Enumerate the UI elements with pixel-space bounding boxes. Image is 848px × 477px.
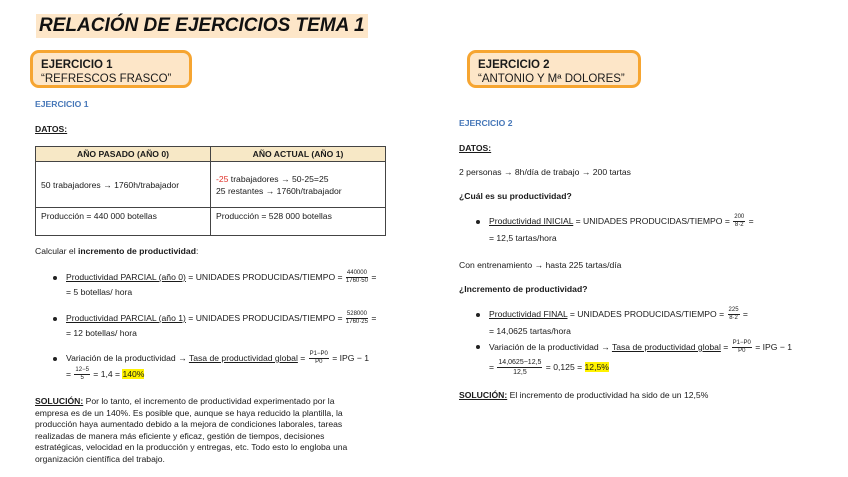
- ex2-b2-formula: = UNIDADES PRODUCIDAS/TIEMPO =: [567, 308, 727, 319]
- ex1-b1-fraction: [346, 270, 368, 285]
- fraction-denominator: 1760·50: [345, 278, 368, 284]
- exercise-2-box-subtitle: “ANTONIO Y Mª DOLORES”: [478, 73, 625, 85]
- table-cell-production-year1: Producción = 528 000 botellas: [211, 208, 386, 236]
- fraction-denominator: 12,5: [513, 369, 527, 376]
- table-header-year1: AÑO ACTUAL (AÑO 1): [211, 147, 386, 162]
- ex2-bullet-2-result: = 14,0625 tartas/hora: [489, 326, 571, 336]
- ex2-b3-result-fraction: [497, 358, 542, 377]
- ex1-b2-end: =: [368, 312, 377, 323]
- ex2-b2-end: =: [740, 308, 748, 319]
- fraction-numerator: P1−P0: [309, 351, 328, 357]
- solution-line: realizadas de manera más eficiente y eficaz, gestión de tiempos, decisiones: [35, 430, 325, 441]
- bullet-dot: [53, 357, 57, 361]
- ex1-b3-result-eq: =: [66, 368, 74, 379]
- exercise-2-question-2: ¿Incremento de productividad?: [459, 284, 588, 294]
- fraction-numerator: 12−5: [75, 367, 89, 373]
- ex1-bullet-3-result: [66, 367, 144, 382]
- solution-line: organización científica del trabajo.: [35, 453, 165, 464]
- fraction-denominator: 5: [80, 375, 84, 381]
- ex1-bullet-2-result: = 12 botellas/ hora: [66, 328, 137, 338]
- solution-label: SOLUCIÓN:: [35, 396, 84, 406]
- bullet-dot: [476, 220, 480, 224]
- solution-line: Por lo tanto, el incremento de productividad experimentado por la: [83, 396, 335, 406]
- ex2-b2-fraction: [728, 307, 740, 322]
- exercise-1-box: [30, 50, 192, 88]
- calc-instruction-bold: incremento de productividad: [78, 246, 196, 256]
- ex2-bullet-3-result: [489, 358, 609, 377]
- ex1-b3-label: Tasa de productividad global: [188, 352, 298, 363]
- solution-line: producción haya aumentado debido a la mejora de condiciones laborales, tareas: [35, 419, 343, 430]
- bullet-dot: [476, 345, 480, 349]
- ex1-b1-end: =: [368, 271, 377, 282]
- exercise-1-datos: DATOS:: [35, 124, 68, 134]
- ex1-bullet-3: [66, 351, 369, 366]
- bullet-dot: [53, 276, 57, 280]
- table-cell-workers-year1: [211, 162, 386, 208]
- ex2-b3-eq: =: [720, 341, 731, 352]
- calc-instruction-colon: :: [195, 246, 199, 256]
- ex2-bullet-1-result: = 12,5 tartas/hora: [489, 233, 557, 243]
- exercise-2-box-label: EJERCICIO 2: [478, 59, 550, 71]
- table-cell-production-year0: Producción = 440 000 botellas: [36, 208, 211, 236]
- solution-line: estratégicas, velocidad en la producción y entregas, etc. Todo esto lo engloba una: [35, 442, 348, 453]
- fraction-denominator: 1760·25: [345, 319, 368, 325]
- ex1-b3-text: Variación de la productividad →: [66, 352, 189, 363]
- ex2-b1-formula: = UNIDADES PRODUCIDAS/TIEMPO =: [573, 215, 733, 226]
- ex2-b2-label: Productividad FINAL: [489, 308, 568, 319]
- ex2-b1-label: Productividad INICIAL: [489, 215, 574, 226]
- fraction-denominator: 8·2: [729, 315, 738, 321]
- fraction-numerator: 528000: [346, 311, 367, 317]
- ex2-b3-fraction: [732, 340, 752, 355]
- exercise-2-question-1: ¿Cuál es su productividad?: [459, 191, 572, 201]
- fraction-denominator: 8·2: [734, 222, 744, 228]
- bullet-dot: [476, 313, 480, 317]
- table-header-year0: AÑO PASADO (AÑO 0): [36, 147, 211, 162]
- ex2-bullet-1: [489, 214, 754, 229]
- ex1-b1-label: Productividad PARCIAL (año 0): [66, 271, 186, 282]
- page-title: RELACIÓN DE EJERCICIOS TEMA 1: [36, 14, 368, 38]
- solution-line: El incremento de productividad ha sido de un 12,5%: [507, 390, 709, 400]
- ex1-b1-formula: = UNIDADES PRODUCIDAS/TIEMPO =: [185, 271, 345, 282]
- ex1-b3-eq: =: [297, 352, 308, 363]
- bullet-dot: [53, 317, 57, 321]
- ex2-bullet-3: [489, 340, 792, 355]
- exercise-1-solution: [35, 396, 347, 466]
- exercise-1-box-label: EJERCICIO 1: [41, 59, 113, 71]
- table-cell-workers-year0: 50 trabajadores → 1760h/trabajador: [36, 162, 211, 208]
- ex2-b3-result-mid: = 0,125 =: [543, 361, 585, 372]
- exercise-2-datos: DATOS:: [459, 143, 492, 153]
- exercise-2-solution: [459, 390, 708, 401]
- ex1-b2-formula: = UNIDADES PRODUCIDAS/TIEMPO =: [185, 312, 345, 323]
- reduction-text: trabajadores → 50-25=25: [228, 173, 329, 184]
- exercise-2-box: [467, 50, 641, 88]
- ex1-b3-fraction: [309, 351, 329, 366]
- ex1-b2-label: Productividad PARCIAL (año 1): [66, 312, 186, 323]
- exercise-2-heading: EJERCICIO 2: [459, 118, 513, 128]
- ex2-highlighted-result: 12,5%: [584, 361, 609, 372]
- exercise-2-training-line: Con entrenamiento → hasta 225 tartas/día: [459, 260, 622, 270]
- ex1-b3-end: = IPG − 1: [329, 352, 370, 363]
- ex2-b3-result-eq: =: [489, 361, 497, 372]
- ex2-b3-label: Tasa de productividad global: [611, 341, 721, 352]
- ex1-bullet-1-result: = 5 botellas/ hora: [66, 287, 133, 297]
- ex1-b2-fraction: [346, 311, 368, 326]
- solution-line: empresa es de un 140%. Es posible que, aunque se haya reducido la plantilla, la: [35, 407, 343, 418]
- remaining-workers-text: 25 restantes → 1760h/trabajador: [216, 185, 342, 196]
- ex2-b1-fraction: [733, 214, 745, 229]
- exercise-2-data-line: 2 personas → 8h/día de trabajo → 200 tartas: [459, 167, 631, 177]
- solution-label: SOLUCIÓN:: [459, 390, 508, 400]
- calc-instruction-text: Calcular el: [35, 246, 78, 256]
- reduction-value: -25: [216, 173, 229, 184]
- exercise-1-calc-instruction: [35, 246, 198, 257]
- ex2-b1-end: =: [746, 215, 754, 226]
- fraction-numerator: 200: [734, 214, 745, 220]
- ex2-b3-end: = IPG − 1: [752, 341, 793, 352]
- ex1-highlighted-result: 140%: [122, 368, 145, 379]
- exercise-1-table: [35, 146, 386, 236]
- ex1-bullet-1: [66, 270, 376, 285]
- fraction-denominator: P0: [738, 348, 746, 354]
- ex1-bullet-2: [66, 311, 376, 326]
- exercise-1-heading: EJERCICIO 1: [35, 99, 89, 109]
- fraction-numerator: P1−P0: [732, 340, 751, 346]
- fraction-denominator: P0: [315, 359, 323, 365]
- ex2-b3-text: Variación de la productividad →: [489, 341, 612, 352]
- ex1-b3-result-fraction: [74, 367, 90, 382]
- exercise-1-box-subtitle: “REFRESCOS FRASCO”: [41, 73, 172, 85]
- ex2-bullet-2: [489, 307, 748, 322]
- fraction-numerator: 225: [728, 307, 739, 313]
- ex1-b3-result-mid: = 1,4 =: [90, 368, 123, 379]
- fraction-numerator: 14,0625−12,5: [498, 359, 542, 366]
- fraction-numerator: 440000: [346, 270, 367, 276]
